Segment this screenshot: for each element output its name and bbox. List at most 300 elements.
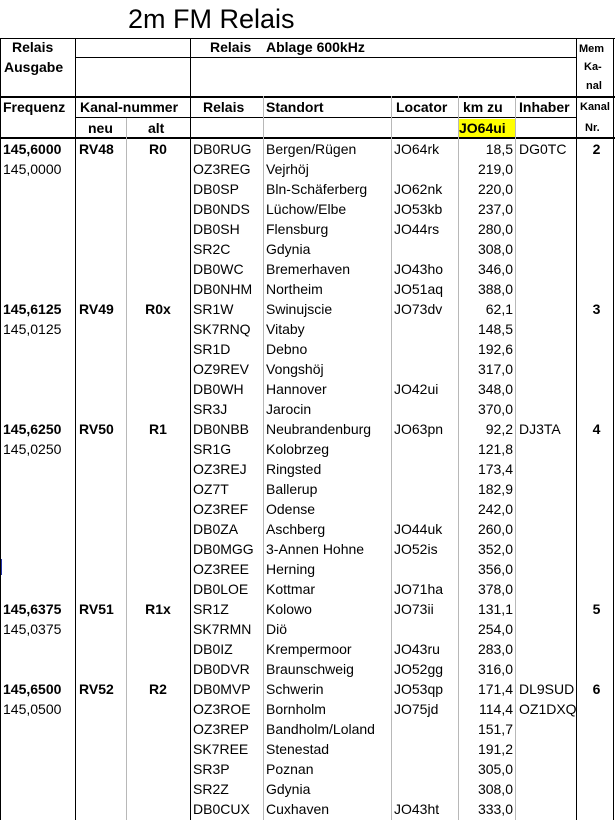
channel-old-cell bbox=[126, 279, 190, 299]
location-cell: Vejrhöj bbox=[266, 161, 309, 177]
table-row bbox=[0, 479, 615, 499]
table-row bbox=[0, 299, 615, 319]
channel-new-cell bbox=[76, 199, 126, 219]
callsign-cell: OZ3REG bbox=[193, 161, 251, 177]
channel-new-cell: RV49 bbox=[79, 301, 114, 317]
callsign-cell: DB0DVR bbox=[193, 661, 250, 677]
owner-cell bbox=[516, 199, 578, 219]
channel-new-cell bbox=[76, 639, 126, 659]
owner-cell bbox=[516, 259, 578, 279]
frequency-cell bbox=[0, 479, 76, 499]
memory-channel-cell bbox=[578, 579, 615, 599]
distance-cell: 121,8 bbox=[477, 441, 513, 457]
frequency-cell bbox=[0, 179, 76, 199]
header-alt: alt bbox=[148, 120, 165, 136]
callsign-cell: SK7RMN bbox=[193, 621, 252, 637]
channel-new-cell bbox=[76, 659, 126, 679]
owner-cell bbox=[516, 459, 578, 479]
callsign-cell: SR1G bbox=[193, 441, 232, 457]
callsign-cell: SK7RNQ bbox=[193, 321, 251, 337]
location-cell: Gdynia bbox=[266, 241, 311, 257]
distance-cell: 173,4 bbox=[477, 461, 513, 477]
header-rule bbox=[76, 57, 576, 58]
owner-cell bbox=[516, 439, 578, 459]
frequency-cell bbox=[0, 279, 76, 299]
memory-channel-cell bbox=[578, 539, 615, 559]
distance-cell: 219,0 bbox=[477, 161, 513, 177]
channel-old-cell bbox=[126, 719, 190, 739]
frequency-cell bbox=[0, 499, 76, 519]
location-cell: Debno bbox=[266, 341, 308, 357]
relais-table bbox=[0, 139, 615, 819]
callsign-cell: SR2Z bbox=[193, 781, 229, 797]
owner-cell bbox=[516, 299, 578, 319]
channel-old-cell bbox=[126, 319, 190, 339]
location-cell: Krempermoor bbox=[266, 641, 352, 657]
callsign-cell: SR3J bbox=[193, 401, 228, 417]
owner-cell bbox=[516, 559, 578, 579]
channel-new-cell bbox=[76, 259, 126, 279]
channel-old-cell bbox=[126, 439, 190, 459]
channel-old-cell bbox=[126, 739, 190, 759]
memory-channel-cell bbox=[578, 619, 615, 639]
header-nal: nal bbox=[586, 80, 602, 92]
channel-new-cell bbox=[76, 319, 126, 339]
location-cell: Bandholm/Loland bbox=[266, 721, 375, 737]
channel-old-cell bbox=[126, 459, 190, 479]
channel-old-cell: R2 bbox=[149, 681, 167, 697]
channel-new-cell bbox=[76, 279, 126, 299]
table-row bbox=[0, 659, 615, 679]
locator-cell bbox=[391, 559, 458, 579]
header-ka: Ka- bbox=[584, 61, 602, 73]
frequency-cell: 145,0375 bbox=[3, 621, 62, 637]
owner-cell bbox=[516, 619, 578, 639]
header-relais-ablage: Relais bbox=[210, 39, 252, 55]
callsign-cell: OZ3REJ bbox=[193, 461, 247, 477]
memory-channel-cell bbox=[578, 559, 615, 579]
memory-channel-cell bbox=[578, 759, 615, 779]
channel-new-cell bbox=[76, 559, 126, 579]
memory-channel-cell bbox=[578, 499, 615, 519]
frequency-cell bbox=[0, 399, 76, 419]
locator-cell: JO52gg bbox=[394, 661, 444, 677]
header-kmzu: km zu bbox=[463, 99, 503, 115]
callsign-cell: DB0NDS bbox=[193, 201, 250, 217]
location-cell: Swinujscie bbox=[266, 301, 333, 317]
callsign-cell: OZ7T bbox=[193, 481, 229, 497]
table-row bbox=[0, 559, 615, 579]
channel-new-cell: RV51 bbox=[79, 601, 114, 617]
title-bar bbox=[0, 0, 615, 39]
owner-cell bbox=[516, 159, 578, 179]
locator-cell: JO64rk bbox=[394, 141, 440, 157]
header-ablage: Ablage 600kHz bbox=[266, 39, 365, 55]
table-row bbox=[0, 519, 615, 539]
owner-cell: DL9SUD bbox=[519, 681, 575, 697]
locator-cell: JO63pn bbox=[394, 421, 444, 437]
owner-cell bbox=[516, 779, 578, 799]
header-standort: Standort bbox=[266, 99, 324, 115]
table-row bbox=[0, 359, 615, 379]
table-row bbox=[0, 219, 615, 239]
header-relais: Relais bbox=[12, 39, 54, 55]
frequency-cell bbox=[0, 339, 76, 359]
channel-new-cell bbox=[76, 759, 126, 779]
table-row bbox=[0, 699, 615, 719]
channel-old-cell bbox=[126, 519, 190, 539]
callsign-cell: DB0ZA bbox=[193, 521, 239, 537]
distance-cell: 305,0 bbox=[477, 761, 513, 777]
channel-new-cell bbox=[76, 379, 126, 399]
channel-old-cell bbox=[126, 199, 190, 219]
callsign-cell: DB0WH bbox=[193, 381, 244, 397]
table-row bbox=[0, 739, 615, 759]
frequency-cell: 145,0125 bbox=[3, 321, 62, 337]
channel-new-cell: RV48 bbox=[79, 141, 114, 157]
locator-cell: JO53kb bbox=[394, 201, 443, 217]
location-cell: Bremerhaven bbox=[266, 261, 351, 277]
distance-cell: 148,5 bbox=[477, 321, 513, 337]
memory-channel-cell bbox=[578, 719, 615, 739]
frequency-cell bbox=[0, 639, 76, 659]
channel-new-cell bbox=[76, 779, 126, 799]
frequency-cell bbox=[0, 539, 76, 559]
callsign-cell: SR1Z bbox=[193, 601, 229, 617]
distance-cell: 62,1 bbox=[485, 301, 513, 317]
channel-old-cell bbox=[126, 159, 190, 179]
page-title: 2m FM Relais bbox=[128, 4, 295, 34]
location-cell: Diö bbox=[266, 621, 288, 637]
channel-old-cell: R1 bbox=[149, 421, 167, 437]
header-locator: Locator bbox=[396, 99, 448, 115]
table-row bbox=[0, 679, 615, 699]
memory-channel-cell bbox=[578, 439, 615, 459]
channel-new-cell bbox=[76, 179, 126, 199]
distance-cell: 352,0 bbox=[477, 541, 513, 557]
locator-cell bbox=[391, 359, 458, 379]
channel-new-cell bbox=[76, 539, 126, 559]
distance-cell: 317,0 bbox=[477, 361, 513, 377]
distance-cell: 192,6 bbox=[477, 341, 513, 357]
callsign-cell: SK7REE bbox=[193, 741, 249, 757]
owner-cell bbox=[516, 399, 578, 419]
table-row bbox=[0, 779, 615, 799]
location-cell: Ringsted bbox=[266, 461, 322, 477]
location-cell: Kottmar bbox=[266, 581, 316, 597]
channel-new-cell bbox=[76, 399, 126, 419]
channel-new-cell bbox=[76, 459, 126, 479]
channel-old-cell: R0x bbox=[145, 301, 171, 317]
header-kanal: Kanal bbox=[580, 101, 610, 113]
frequency-cell bbox=[0, 359, 76, 379]
frequency-cell bbox=[0, 739, 76, 759]
locator-cell: JO75jd bbox=[394, 701, 439, 717]
channel-new-cell bbox=[76, 739, 126, 759]
memory-channel-cell bbox=[578, 319, 615, 339]
table-row bbox=[0, 799, 615, 819]
owner-cell bbox=[516, 639, 578, 659]
table-row bbox=[0, 759, 615, 779]
header-ausgabe: Ausgabe bbox=[4, 59, 64, 75]
channel-new-cell bbox=[76, 579, 126, 599]
frequency-cell: 145,6375 bbox=[3, 601, 62, 617]
distance-cell: 356,0 bbox=[477, 561, 513, 577]
location-cell: Kolobrzeg bbox=[266, 441, 330, 457]
memory-channel-cell: 5 bbox=[592, 601, 601, 617]
distance-cell: 92,2 bbox=[485, 421, 513, 437]
location-cell: Kolowo bbox=[266, 601, 312, 617]
table-row bbox=[0, 399, 615, 419]
table-row bbox=[0, 459, 615, 479]
distance-cell: 151,7 bbox=[477, 721, 513, 737]
owner-cell bbox=[516, 179, 578, 199]
memory-channel-cell bbox=[578, 179, 615, 199]
locator-cell bbox=[391, 619, 458, 639]
memory-channel-cell: 4 bbox=[592, 421, 601, 437]
callsign-cell: SR2C bbox=[193, 241, 231, 257]
channel-new-cell bbox=[76, 359, 126, 379]
channel-new-cell bbox=[76, 479, 126, 499]
table-row bbox=[0, 159, 615, 179]
channel-new-cell bbox=[76, 619, 126, 639]
frequency-cell bbox=[0, 659, 76, 679]
channel-new-cell: RV50 bbox=[79, 421, 114, 437]
channel-old-cell bbox=[126, 239, 190, 259]
channel-old-cell bbox=[126, 479, 190, 499]
channel-old-cell bbox=[126, 379, 190, 399]
frequency-cell bbox=[0, 199, 76, 219]
channel-old-cell bbox=[126, 399, 190, 419]
memory-channel-cell bbox=[578, 459, 615, 479]
frequency-cell: 145,0500 bbox=[3, 701, 62, 717]
locator-cell bbox=[391, 239, 458, 259]
owner-cell bbox=[516, 719, 578, 739]
callsign-cell: SR1W bbox=[193, 301, 234, 317]
location-cell: Cuxhaven bbox=[266, 801, 330, 817]
channel-old-cell bbox=[126, 779, 190, 799]
locator-cell bbox=[391, 159, 458, 179]
owner-cell bbox=[516, 599, 578, 619]
distance-cell: 333,0 bbox=[477, 801, 513, 817]
frequency-cell bbox=[0, 759, 76, 779]
channel-new-cell bbox=[76, 699, 126, 719]
distance-cell: 220,0 bbox=[477, 181, 513, 197]
table-row bbox=[0, 339, 615, 359]
table-row bbox=[0, 639, 615, 659]
frequency-cell: 145,6250 bbox=[3, 421, 62, 437]
locator-cell: JO53qp bbox=[394, 681, 444, 697]
memory-channel-cell bbox=[578, 479, 615, 499]
location-cell: Gdynia bbox=[266, 781, 311, 797]
memory-channel-cell bbox=[578, 779, 615, 799]
locator-cell bbox=[391, 779, 458, 799]
callsign-cell: DB0LOE bbox=[193, 581, 249, 597]
distance-cell: 131,1 bbox=[477, 601, 513, 617]
header-rule bbox=[76, 117, 576, 118]
distance-cell: 171,4 bbox=[477, 681, 513, 697]
frequency-cell bbox=[0, 459, 76, 479]
channel-old-cell bbox=[126, 219, 190, 239]
locator-cell bbox=[391, 339, 458, 359]
locator-cell: JO43ho bbox=[394, 261, 444, 277]
frequency-cell bbox=[0, 779, 76, 799]
locator-cell: JO71ha bbox=[394, 581, 444, 597]
locator-cell: JO51aq bbox=[394, 281, 444, 297]
memory-channel-cell bbox=[578, 639, 615, 659]
distance-cell: 18,5 bbox=[485, 141, 513, 157]
memory-channel-cell bbox=[578, 199, 615, 219]
table-row bbox=[0, 539, 615, 559]
owner-cell bbox=[516, 279, 578, 299]
table-row bbox=[0, 279, 615, 299]
distance-cell: 114,4 bbox=[479, 701, 513, 717]
callsign-cell: SR3P bbox=[193, 761, 230, 777]
table-row bbox=[0, 319, 615, 339]
channel-new-cell bbox=[76, 339, 126, 359]
frequency-cell: 145,6000 bbox=[3, 141, 62, 157]
location-cell: Vongshöj bbox=[266, 361, 324, 377]
table-row bbox=[0, 579, 615, 599]
table-row bbox=[0, 719, 615, 739]
memory-channel-cell bbox=[578, 379, 615, 399]
locator-cell: JO62nk bbox=[394, 181, 443, 197]
callsign-cell: DB0MGG bbox=[193, 541, 254, 557]
callsign-cell: DB0NHM bbox=[193, 281, 253, 297]
channel-old-cell bbox=[126, 539, 190, 559]
channel-old-cell bbox=[126, 259, 190, 279]
location-cell: Ballerup bbox=[266, 481, 318, 497]
location-cell: Hannover bbox=[266, 381, 327, 397]
header-ref-locator: JO64ui bbox=[459, 120, 506, 136]
callsign-cell: OZ3REF bbox=[193, 501, 249, 517]
table-row bbox=[0, 439, 615, 459]
locator-cell: JO44rs bbox=[394, 221, 440, 237]
callsign-cell: DB0IZ bbox=[193, 641, 233, 657]
table-row bbox=[0, 259, 615, 279]
owner-cell bbox=[516, 579, 578, 599]
location-cell: Poznan bbox=[266, 761, 314, 777]
locator-cell: JO42ui bbox=[394, 381, 439, 397]
location-cell: Schwerin bbox=[266, 681, 324, 697]
owner-cell bbox=[516, 339, 578, 359]
locator-cell: JO43ru bbox=[394, 641, 440, 657]
memory-channel-cell: 2 bbox=[592, 141, 601, 157]
locator-cell bbox=[391, 319, 458, 339]
table-row bbox=[0, 499, 615, 519]
channel-new-cell bbox=[76, 439, 126, 459]
table-row bbox=[0, 179, 615, 199]
owner-cell: DJ3TA bbox=[519, 421, 561, 437]
distance-cell: 388,0 bbox=[477, 281, 513, 297]
owner-cell bbox=[516, 479, 578, 499]
channel-new-cell bbox=[76, 499, 126, 519]
channel-old-cell bbox=[126, 639, 190, 659]
channel-old-cell bbox=[126, 579, 190, 599]
frequency-cell bbox=[0, 519, 76, 539]
frequency-cell bbox=[0, 719, 76, 739]
distance-cell: 182,9 bbox=[477, 481, 513, 497]
owner-cell bbox=[516, 319, 578, 339]
distance-cell: 283,0 bbox=[477, 641, 513, 657]
header-nr: Nr. bbox=[585, 122, 600, 134]
header-kanalnummer: Kanal-nummer bbox=[80, 99, 179, 115]
channel-new-cell bbox=[76, 799, 126, 819]
relais-table-body bbox=[0, 139, 615, 819]
location-cell: Neubrandenburg bbox=[266, 421, 372, 437]
channel-old-cell bbox=[126, 499, 190, 519]
location-cell: Bergen/Rügen bbox=[266, 141, 357, 157]
channel-new-cell bbox=[76, 239, 126, 259]
callsign-cell: DB0SH bbox=[193, 221, 240, 237]
distance-cell: 370,0 bbox=[477, 401, 513, 417]
location-cell: Stenestad bbox=[266, 741, 330, 757]
frequency-cell: 145,0000 bbox=[3, 161, 62, 177]
location-cell: Bln-Schäferberg bbox=[266, 181, 368, 197]
frequency-cell bbox=[0, 559, 76, 579]
channel-old-cell bbox=[126, 759, 190, 779]
owner-cell bbox=[516, 799, 578, 819]
header-rule bbox=[0, 96, 615, 98]
channel-new-cell bbox=[76, 519, 126, 539]
owner-cell bbox=[516, 539, 578, 559]
channel-old-cell bbox=[126, 559, 190, 579]
location-cell: Herning bbox=[266, 561, 316, 577]
frequency-cell bbox=[0, 219, 76, 239]
table-row bbox=[0, 599, 615, 619]
locator-cell: JO52is bbox=[394, 541, 438, 557]
owner-cell bbox=[516, 659, 578, 679]
location-cell: Vitaby bbox=[266, 321, 305, 337]
locator-cell: JO44uk bbox=[394, 521, 443, 537]
frequency-cell: 145,6125 bbox=[3, 301, 62, 317]
callsign-cell: OZ3REE bbox=[193, 561, 250, 577]
frequency-cell: 145,6500 bbox=[3, 681, 62, 697]
channel-old-cell bbox=[126, 339, 190, 359]
callsign-cell: DB0WC bbox=[193, 261, 244, 277]
distance-cell: 254,0 bbox=[477, 621, 513, 637]
location-cell: Aschberg bbox=[266, 521, 326, 537]
location-cell: Jarocin bbox=[266, 401, 312, 417]
locator-cell bbox=[391, 719, 458, 739]
channel-old-cell: R1x bbox=[145, 601, 171, 617]
channel-new-cell bbox=[76, 159, 126, 179]
memory-channel-cell: 3 bbox=[592, 301, 601, 317]
callsign-cell: OZ9REV bbox=[193, 361, 250, 377]
location-cell: Flensburg bbox=[266, 221, 329, 237]
callsign-cell: OZ3ROE bbox=[193, 701, 251, 717]
distance-cell: 242,0 bbox=[477, 501, 513, 517]
locator-cell bbox=[391, 479, 458, 499]
distance-cell: 348,0 bbox=[477, 381, 513, 397]
distance-cell: 237,0 bbox=[477, 201, 513, 217]
owner-cell bbox=[516, 499, 578, 519]
distance-cell: 260,0 bbox=[477, 521, 513, 537]
location-cell: Lüchow/Elbe bbox=[266, 201, 347, 217]
channel-new-cell bbox=[76, 719, 126, 739]
callsign-cell: DB0MVP bbox=[193, 681, 251, 697]
distance-cell: 378,0 bbox=[477, 581, 513, 597]
distance-cell: 308,0 bbox=[477, 241, 513, 257]
header-mem: Mem bbox=[579, 43, 605, 55]
table-row bbox=[0, 379, 615, 399]
locator-cell bbox=[391, 439, 458, 459]
distance-cell: 280,0 bbox=[477, 221, 513, 237]
owner-cell: OZ1DXQ bbox=[519, 701, 577, 717]
channel-old-cell bbox=[126, 699, 190, 719]
frequency-cell bbox=[0, 579, 76, 599]
callsign-cell: DB0NBB bbox=[193, 421, 250, 437]
